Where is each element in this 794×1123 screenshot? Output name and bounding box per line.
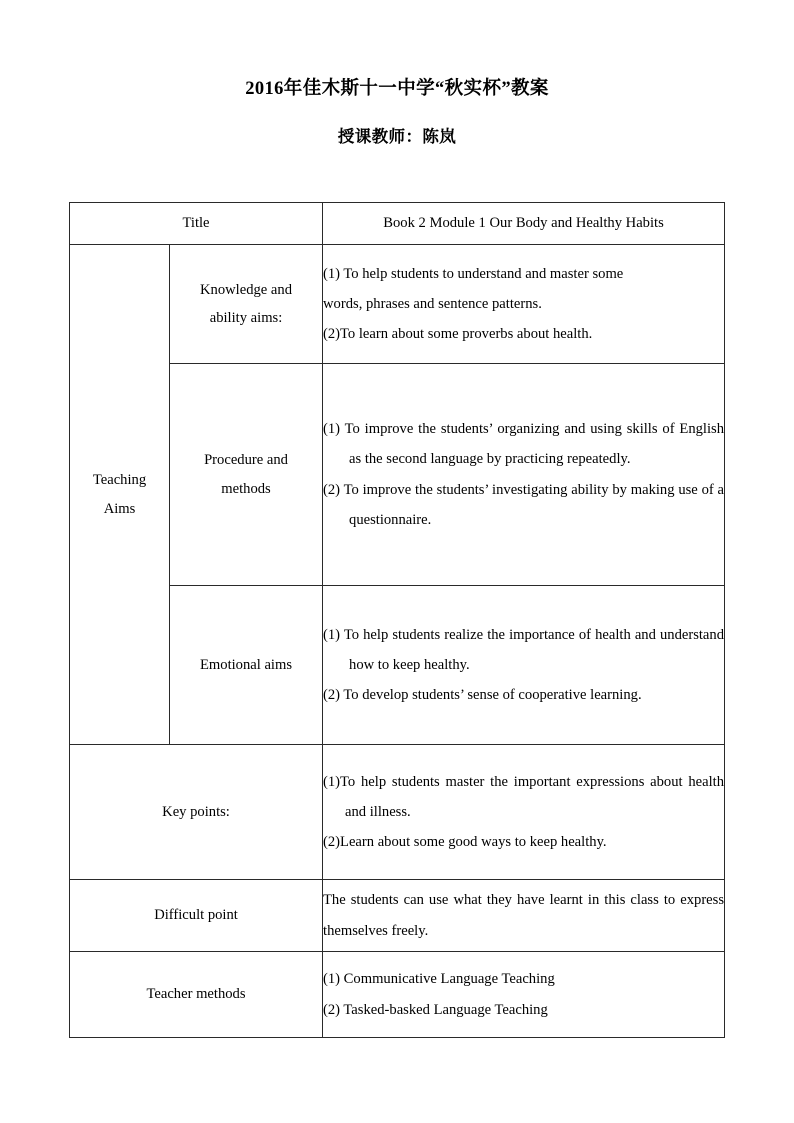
table-row-difficult-point [70,880,725,952]
cell-teacher-methods-label: Teacher methods [70,952,323,1038]
procedure-methods-item1: (1) To improve the students’ organizing and using skills of English as the second language by practicing repeatedly. [323,421,725,468]
knowledge-aims-item1: (1) To help students to understand and master some [323,265,624,282]
cell-emotional-aims-content [323,586,725,745]
table-row-title [70,203,725,245]
cell-knowledge-aims-label [170,245,323,364]
teacher-methods-item1: (1) Communicative Language Teaching [323,971,555,988]
knowledge-aims-label-line1: Knowledge and [200,281,292,298]
emotional-aims-item1: (1) To help students realize the importance of health and understand how to keep healthy. [323,626,725,673]
difficult-point-text: The students can use what they have learnt in this class to express themselves freely. [323,892,725,939]
knowledge-aims-label-line2: ability aims: [209,310,283,326]
key-points-item2: (2)Learn about some good ways to keep healthy. [323,834,607,851]
table-row-teacher-methods [70,952,725,1038]
teacher-methods-item2: (2) Tasked-basked Language Teaching [323,1001,548,1018]
teaching-aims-label-line2: Aims [103,500,136,517]
cell-difficult-point-content [323,880,725,952]
lesson-plan-table [69,202,725,1038]
cell-title-label: Title [70,203,323,245]
table-row-key-points [70,745,725,880]
cell-procedure-methods-content [323,364,725,586]
procedure-methods-label-line1: Procedure and [204,452,288,469]
cell-key-points-label: Key points: [70,745,323,880]
emotional-aims-item2: (2) To develop students’ sense of cooperative learning. [323,687,642,704]
teaching-aims-label-line1: Teaching [92,472,147,489]
cell-teacher-methods-content [323,952,725,1038]
knowledge-aims-item1-continued: words, phrases and sentence patterns. [323,295,542,312]
cell-knowledge-aims-content [323,245,725,364]
cell-difficult-point-label: Difficult point [70,880,323,952]
page-title: 2016年佳木斯十一中学“秋实杯”教案 [245,79,549,99]
key-points-item1: (1)To help students master the important expressions about health and illness. [323,773,725,820]
cell-key-points-content [323,745,725,880]
procedure-methods-label-line2: methods [221,480,271,497]
cell-procedure-methods-label [170,364,323,586]
procedure-methods-item2: (2) To improve the students’ investigating ability by making use of a questionnaire. [323,481,725,528]
knowledge-aims-item2: (2)To learn about some proverbs about health. [323,326,593,343]
table-row-knowledge-aims [70,245,725,364]
cell-title-value: Book 2 Module 1 Our Body and Healthy Habits [323,203,725,245]
page-subtitle: 授课教师：陈岚 [337,127,457,146]
cell-teaching-aims-label [70,245,170,745]
cell-emotional-aims-label: Emotional aims [170,586,323,745]
